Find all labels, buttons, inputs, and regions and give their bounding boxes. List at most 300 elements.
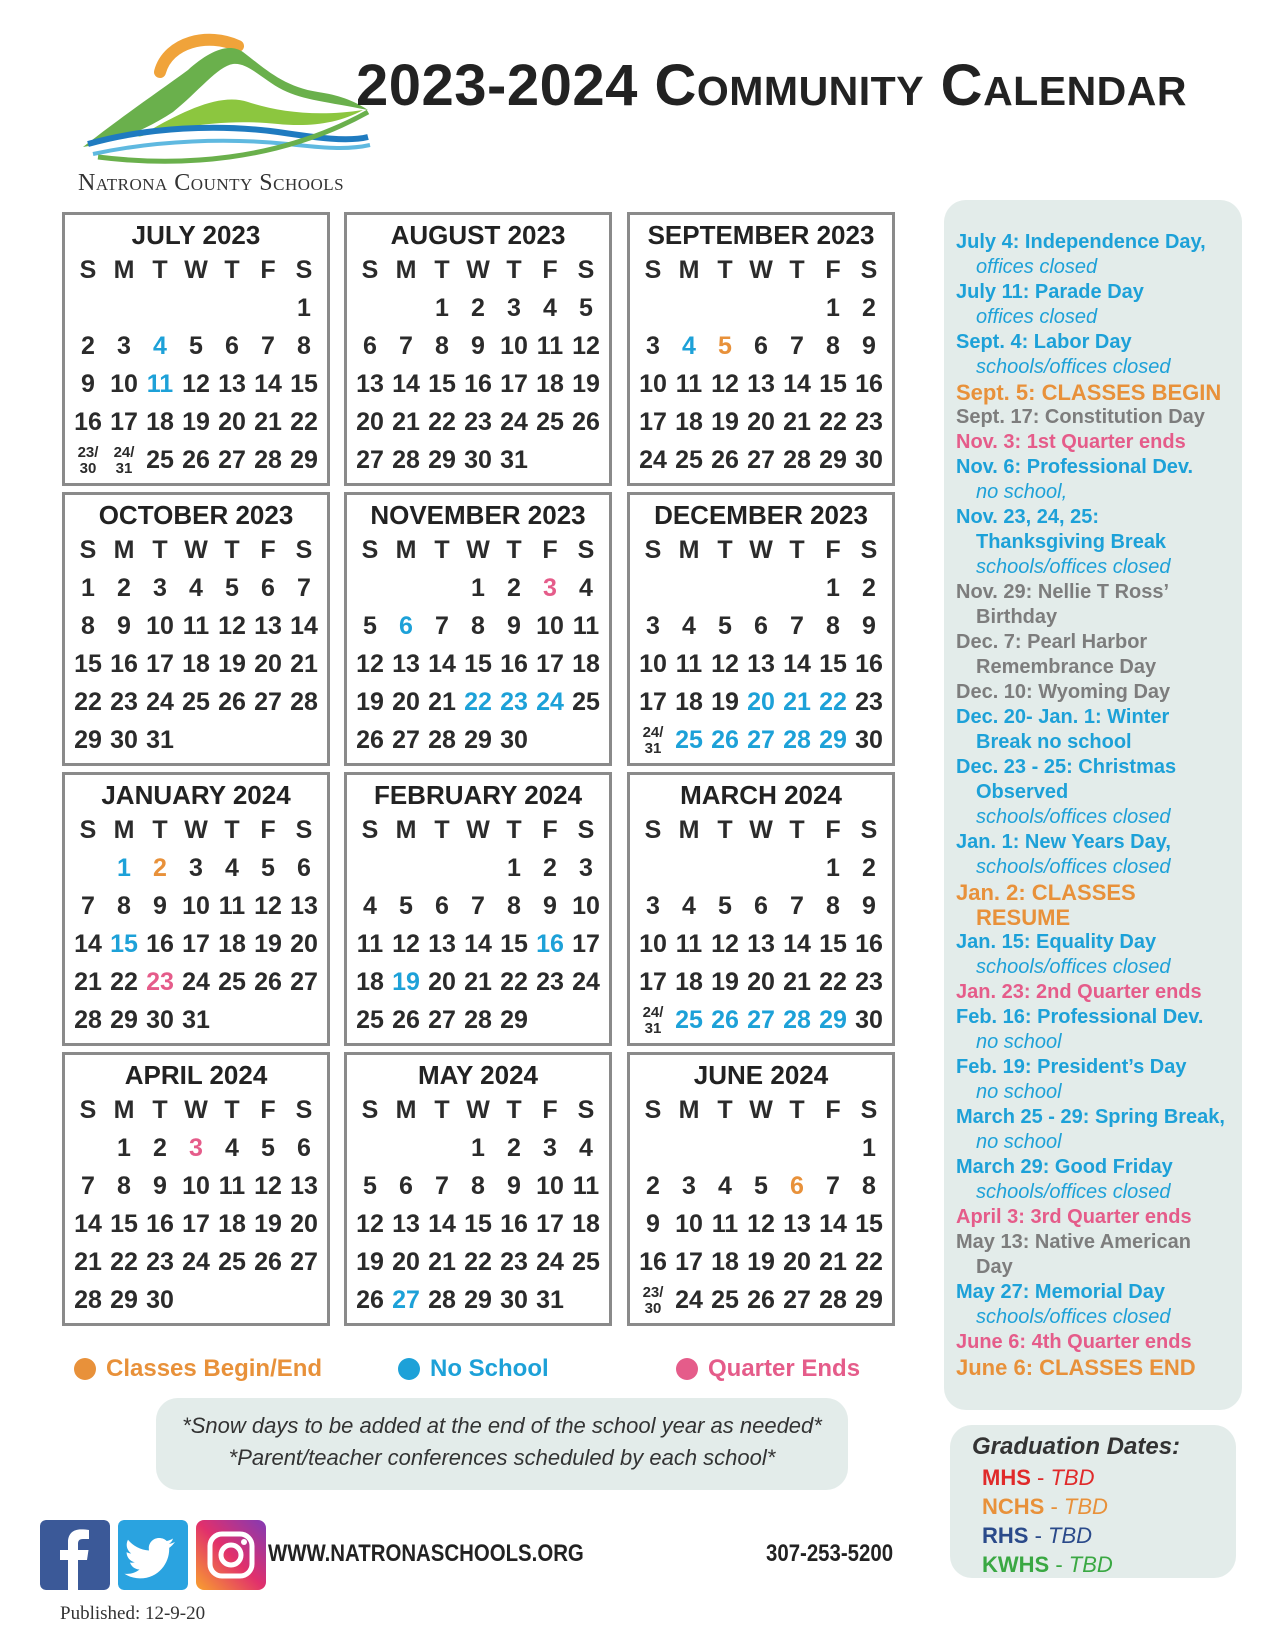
day-cell: 14 [428,1210,456,1238]
day-cell: 31 [536,1286,564,1314]
empty-cell [743,849,779,887]
day-cell: 27 [783,1286,811,1314]
empty-cell [70,849,106,887]
day-cell: 7 [790,332,804,360]
day-cell: 3 [189,854,203,882]
day-cell: 31 [500,446,528,474]
day-cell: 1 [826,294,840,322]
empty-cell [352,1129,388,1167]
day-cell: 19 [356,1248,384,1276]
month-august-2023 [344,212,612,486]
day-cell: 25 [675,446,703,474]
day-cell: 8 [81,612,95,640]
day-cell: 1 [862,1134,876,1162]
day-cell: 15 [855,1210,883,1238]
day-cell: 2 [117,574,131,602]
day-cell: 20 [356,408,384,436]
separator: - [1028,1523,1049,1548]
day-cell: 2 [153,854,167,882]
graduation-date: TBD [1063,1494,1108,1519]
weekday-label: W [749,256,773,284]
day-cell: 22 [110,1248,138,1276]
empty-cell [352,289,388,327]
weekday-label: T [717,256,733,284]
weekday-label: S [79,1096,97,1124]
empty-cell [460,849,496,887]
day-cell: 1 [81,574,95,602]
event-line: schools/offices closed [976,1181,1171,1203]
school-name: NCHS [982,1494,1045,1519]
day-cell: 23 [146,1248,174,1276]
day-cell: 21 [783,688,811,716]
day-cell: 11 [182,612,210,640]
day-cell: 1 [297,294,311,322]
day-cell: 26 [356,726,384,754]
day-cell: 3 [543,574,557,602]
day-cell: 1 [826,574,840,602]
graduation-date: TBD [1068,1552,1113,1577]
day-cell: 5 [754,1172,768,1200]
day-cell: 29 [290,446,318,474]
weekday-label: T [152,536,168,564]
day-cell: 26 [218,688,246,716]
day-cell: 15 [110,930,138,958]
weekday-label: F [542,816,558,844]
day-cell: 2 [153,1134,167,1162]
day-cell: 21 [428,1248,456,1276]
weekday-label: T [152,1096,168,1124]
month-november-2023 [344,492,612,766]
day-cell: 3 [646,892,660,920]
empty-cell [352,849,388,887]
day-cell: 20 [290,1210,318,1238]
day-cell: 27 [254,688,282,716]
day-cell: 2 [862,854,876,882]
school-name: MHS [982,1465,1031,1490]
month-days [347,531,609,759]
event-line: Observed [976,781,1069,803]
empty-cell [779,289,815,327]
day-cell: 14 [783,650,811,678]
day-cell: 5 [225,574,239,602]
day-cell: 22 [819,688,847,716]
day-cell: 21 [819,1248,847,1276]
day-cell: 17 [639,968,667,996]
instagram-icon[interactable] [196,1520,266,1590]
day-cell: 8 [471,612,485,640]
day-cell: 20 [218,408,246,436]
day-cell: 24/ 31 [113,444,135,477]
day-cell: 23 [110,688,138,716]
day-cell: 6 [399,612,413,640]
day-cell: 25 [572,688,600,716]
graduation-title: Graduation Dates: [972,1433,1181,1460]
day-cell: 10 [639,930,667,958]
note-snow-days: *Snow days to be added at the end of the school year as needed* [182,1413,822,1438]
month-may-2024 [344,1052,612,1326]
day-cell: 22 [500,968,528,996]
day-cell: 27 [747,446,775,474]
day-cell: 13 [428,930,456,958]
day-cell: 6 [399,1172,413,1200]
weekday-label: S [79,256,97,284]
separator: - [1044,1494,1064,1519]
empty-cell [743,1129,779,1167]
day-cell: 21 [392,408,420,436]
weekday-label: S [860,1096,878,1124]
day-cell: 29 [110,1286,138,1314]
day-cell: 1 [471,1134,485,1162]
day-cell: 24/ 31 [642,724,664,757]
day-cell: 25 [675,726,703,754]
day-cell: 19 [711,408,739,436]
day-cell: 10 [536,612,564,640]
school-name: RHS [982,1523,1029,1548]
day-cell: 12 [254,892,282,920]
day-cell: 21 [74,968,102,996]
day-cell: 23 [464,408,492,436]
day-cell: 23 [146,968,174,996]
weekday-label: W [466,536,490,564]
event-line: schools/offices closed [976,956,1171,978]
day-cell: 30 [855,726,883,754]
day-cell: 29 [74,726,102,754]
day-cell: 24 [572,968,600,996]
day-cell: 17 [639,688,667,716]
note-conferences: *Parent/teacher conferences scheduled by each school* [228,1445,776,1470]
empty-cell [707,569,743,607]
graduation-date: TBD [1048,1523,1093,1548]
event-line: Jan. 15: Equality Day [956,931,1157,953]
day-cell: 25 [536,408,564,436]
event-line: May 27: Memorial Day [956,1281,1165,1303]
day-cell: 4 [718,1172,732,1200]
event-line: Thanksgiving Break [976,531,1167,553]
day-cell: 3 [507,294,521,322]
day-cell: 7 [261,332,275,360]
day-cell: 24 [146,688,174,716]
day-cell: 7 [790,892,804,920]
month-title: MARCH 2024 [680,780,842,810]
month-june-2024 [627,1052,895,1326]
empty-cell [707,1129,743,1167]
day-cell: 22 [464,688,492,716]
weekday-label: F [825,536,841,564]
day-cell: 24 [182,968,210,996]
month-december-2023 [627,492,895,766]
day-cell: 29 [819,726,847,754]
weekday-label: S [79,536,97,564]
day-cell: 13 [290,1172,318,1200]
weekday-label: T [224,1096,240,1124]
day-cell: 1 [471,574,485,602]
graduation-row [972,1521,1236,1550]
day-cell: 11 [675,370,703,398]
weekday-label: F [260,536,276,564]
day-cell: 12 [711,370,739,398]
day-cell: 28 [392,446,420,474]
day-cell: 12 [254,1172,282,1200]
empty-cell [815,1129,851,1167]
day-cell: 26 [711,1006,739,1034]
weekday-label: S [644,816,662,844]
day-cell: 9 [862,612,876,640]
empty-cell [424,849,460,887]
blue-dot-icon [398,1358,420,1380]
day-cell: 23/ 30 [642,1284,664,1317]
day-cell: 25 [572,1248,600,1276]
day-cell: 17 [536,1210,564,1238]
empty-cell [388,849,424,887]
day-cell: 19 [182,408,210,436]
month-days [630,811,892,1039]
day-cell: 11 [218,892,246,920]
weekday-label: M [395,256,417,284]
month-january-2024 [62,772,330,1046]
weekday-label: T [434,1096,450,1124]
day-cell: 28 [464,1006,492,1034]
day-cell: 1 [117,1134,131,1162]
month-days [65,1091,327,1319]
day-cell: 10 [500,332,528,360]
day-cell: 17 [182,930,210,958]
event-line: schools/offices closed [976,556,1171,578]
event-line: Nov. 3: 1st Quarter ends [956,431,1186,453]
empty-cell [671,569,707,607]
day-cell: 24 [536,1248,564,1276]
day-cell: 17 [500,370,528,398]
month-title: JULY 2023 [131,220,261,250]
day-cell: 6 [363,332,377,360]
day-cell: 9 [117,612,131,640]
day-cell: 16 [639,1248,667,1276]
empty-cell [214,289,250,327]
month-days [630,531,892,759]
event-line: Nov. 23, 24, 25: [956,506,1100,528]
day-cell: 2 [646,1172,660,1200]
month-title: FEBRUARY 2024 [373,780,583,810]
day-cell: 6 [297,854,311,882]
day-cell: 23/ 30 [77,444,99,477]
day-cell: 31 [146,726,174,754]
weekday-label: W [184,536,208,564]
day-cell: 3 [646,332,660,360]
day-cell: 29 [428,446,456,474]
day-cell: 14 [783,370,811,398]
empty-cell [424,569,460,607]
day-cell: 23 [500,1248,528,1276]
month-title: OCTOBER 2023 [98,500,294,530]
month-days [65,251,327,479]
weekday-label: S [860,816,878,844]
day-cell: 19 [392,968,420,996]
weekday-label: F [260,1096,276,1124]
day-cell: 9 [153,1172,167,1200]
day-cell: 22 [819,408,847,436]
legend-classes-label: Classes Begin/End [106,1355,323,1382]
day-cell: 8 [117,892,131,920]
day-cell: 2 [81,332,95,360]
separator: - [1030,1465,1051,1490]
day-cell: 12 [218,612,246,640]
event-line: June 6: 4th Quarter ends [956,1331,1192,1353]
weekday-label: S [361,1096,379,1124]
empty-cell [743,569,779,607]
weekday-label: F [542,536,558,564]
weekday-label: M [395,536,417,564]
day-cell: 5 [579,294,593,322]
weekday-label: M [113,816,135,844]
day-cell: 8 [826,612,840,640]
empty-cell [178,289,214,327]
event-line: Dec. 20- Jan. 1: Winter [956,706,1170,728]
event-line: March 29: Good Friday [956,1156,1173,1178]
day-cell: 4 [189,574,203,602]
month-march-2024 [627,772,895,1046]
weekday-label: T [152,816,168,844]
day-cell: 20 [392,1248,420,1276]
day-cell: 1 [826,854,840,882]
day-cell: 19 [356,688,384,716]
day-cell: 12 [392,930,420,958]
separator: - [1049,1552,1069,1577]
day-cell: 27 [747,726,775,754]
event-line: no school, [976,481,1068,503]
day-cell: 10 [110,370,138,398]
weekday-label: F [825,816,841,844]
legend-no-school-label: No School [430,1355,549,1382]
day-cell: 7 [471,892,485,920]
legend-no-school [398,1355,549,1383]
day-cell: 27 [356,446,384,474]
day-cell: 11 [675,930,703,958]
website-link[interactable]: WWW.NATRONASCHOOLS.ORG [268,1540,584,1567]
day-cell: 29 [500,1006,528,1034]
day-cell: 7 [399,332,413,360]
weekday-label: S [295,536,313,564]
day-cell: 10 [639,650,667,678]
facebook-icon[interactable] [40,1520,110,1590]
weekday-label: S [577,816,595,844]
day-cell: 11 [572,612,600,640]
twitter-icon[interactable] [118,1520,188,1590]
day-cell: 13 [392,650,420,678]
day-cell: 16 [855,370,883,398]
month-title: MAY 2024 [418,1060,538,1090]
empty-cell [388,569,424,607]
empty-cell [779,1129,815,1167]
day-cell: 14 [392,370,420,398]
day-cell: 22 [464,1248,492,1276]
weekday-label: M [113,1096,135,1124]
month-title: AUGUST 2023 [390,220,566,250]
weekday-label: F [542,256,558,284]
phone-number: 307-253-5200 [766,1540,894,1567]
weekday-label: W [749,1096,773,1124]
day-cell: 13 [392,1210,420,1238]
day-cell: 15 [819,650,847,678]
weekday-label: S [577,256,595,284]
event-line: July 4: Independence Day, [956,231,1206,253]
day-cell: 21 [290,650,318,678]
day-cell: 18 [675,688,703,716]
weekday-label: F [542,1096,558,1124]
day-cell: 27 [428,1006,456,1034]
day-cell: 18 [218,930,246,958]
weekday-label: W [466,816,490,844]
month-title: JUNE 2024 [693,1060,829,1090]
weekday-label: S [860,256,878,284]
day-cell: 10 [639,370,667,398]
day-cell: 8 [826,892,840,920]
weekday-label: S [644,1096,662,1124]
weekday-label: T [224,536,240,564]
weekday-label: F [260,256,276,284]
day-cell: 12 [572,332,600,360]
weekday-label: T [434,536,450,564]
month-days [347,251,609,479]
day-cell: 29 [819,446,847,474]
day-cell: 15 [74,650,102,678]
day-cell: 14 [783,930,811,958]
day-cell: 7 [790,612,804,640]
day-cell: 27 [218,446,246,474]
weekday-label: T [506,536,522,564]
legend-quarter-label: Quarter Ends [708,1355,861,1382]
day-cell: 7 [297,574,311,602]
day-cell: 2 [507,1134,521,1162]
day-cell: 19 [218,650,246,678]
day-cell: 26 [711,726,739,754]
empty-cell [635,1129,671,1167]
day-cell: 20 [747,968,775,996]
day-cell: 9 [646,1210,660,1238]
empty-cell [70,1129,106,1167]
event-line: Day [976,1256,1013,1278]
month-october-2023 [62,492,330,766]
day-cell: 9 [543,892,557,920]
day-cell: 10 [182,1172,210,1200]
weekday-label: S [295,816,313,844]
day-cell: 29 [855,1286,883,1314]
day-cell: 14 [74,1210,102,1238]
day-cell: 9 [862,892,876,920]
day-cell: 27 [747,1006,775,1034]
empty-cell [635,569,671,607]
day-cell: 22 [819,968,847,996]
pink-dot-icon [676,1358,698,1380]
day-cell: 15 [428,370,456,398]
weekday-label: F [825,256,841,284]
day-cell: 4 [543,294,557,322]
day-cell: 15 [819,930,847,958]
day-cell: 20 [747,408,775,436]
event-line: schools/offices closed [976,856,1171,878]
day-cell: 22 [855,1248,883,1276]
day-cell: 20 [392,688,420,716]
day-cell: 25 [182,688,210,716]
day-cell: 5 [261,854,275,882]
day-cell: 28 [783,726,811,754]
day-cell: 15 [819,370,847,398]
event-line: Feb. 16: Professional Dev. [956,1006,1204,1028]
graduation-row [972,1463,1236,1492]
day-cell: 1 [507,854,521,882]
day-cell: 25 [711,1286,739,1314]
empty-cell [388,1129,424,1167]
day-cell: 27 [290,968,318,996]
day-cell: 21 [254,408,282,436]
